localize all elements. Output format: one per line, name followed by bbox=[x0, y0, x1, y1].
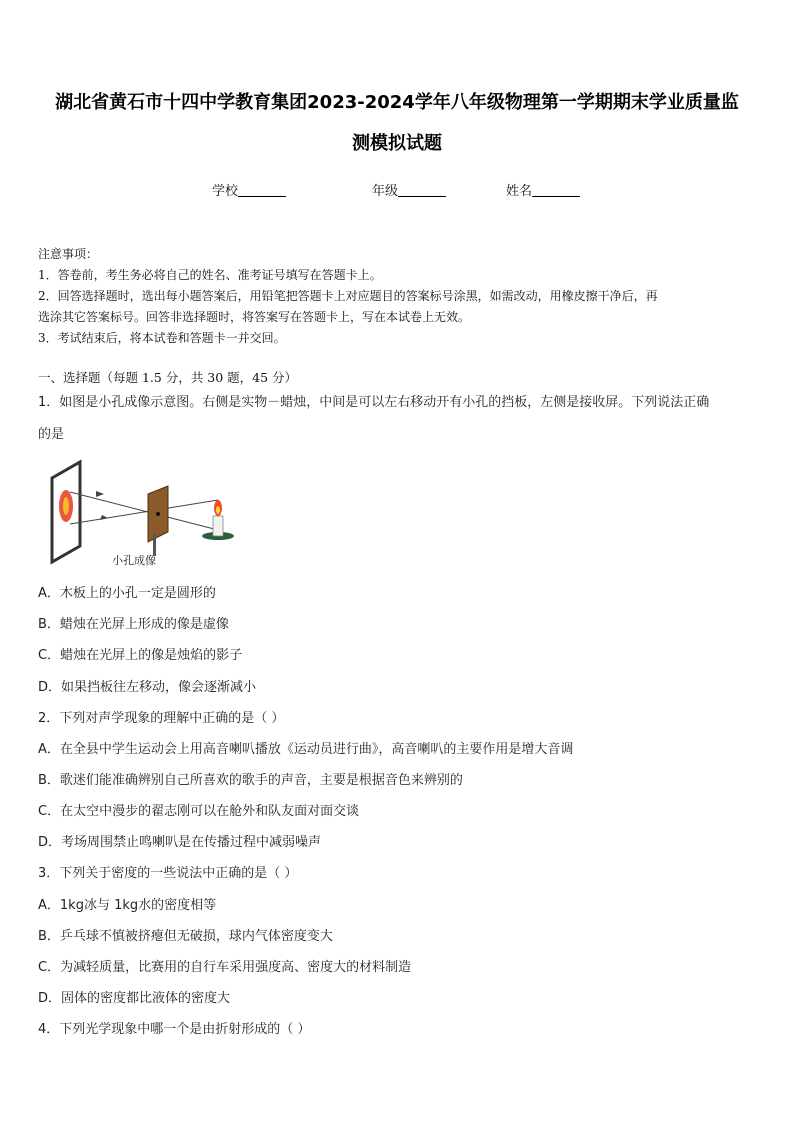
school-label: 学校 bbox=[212, 184, 239, 199]
question-1-option-a[interactable]: A．木板上的小孔一定是圆形的 bbox=[38, 586, 216, 601]
question-1-option-b[interactable]: B．蜡烛在光屏上形成的像是虚像 bbox=[38, 617, 229, 632]
ray-arrow-icon bbox=[100, 515, 108, 520]
question-1-option-c[interactable]: C．蜡烛在光屏上的像是烛焰的影子 bbox=[38, 648, 243, 663]
school-blank[interactable] bbox=[238, 183, 286, 197]
question-1-option-d[interactable]: D．如果挡板往左移动，像会逐渐减小 bbox=[38, 680, 257, 695]
question-3-option-b[interactable]: B．乒乓球不慎被挤瘪但无破损，球内气体密度变大 bbox=[38, 929, 333, 944]
grade-blank[interactable] bbox=[398, 183, 446, 197]
figure-caption: 小孔成像 bbox=[112, 554, 156, 567]
question-1-stem-line2: 的是 bbox=[38, 427, 65, 442]
question-3-option-c[interactable]: C．为减轻质量，比赛用的自行车采用强度高、密度大的材料制造 bbox=[38, 960, 412, 975]
question-3-stem: 3．下列关于密度的一些说法中正确的是（ ） bbox=[38, 866, 298, 881]
section-title: 一、选择题（每题 1.5 分，共 30 题，45 分） bbox=[38, 370, 298, 385]
name-blank[interactable] bbox=[532, 183, 580, 197]
candle-flame-core bbox=[216, 506, 220, 514]
name-label: 姓名 bbox=[506, 184, 533, 199]
inverted-flame-core bbox=[63, 497, 69, 515]
candle-body bbox=[213, 516, 223, 536]
school-field[interactable] bbox=[212, 180, 286, 199]
notes-heading: 注意事项： bbox=[38, 247, 99, 261]
question-1-stem bbox=[38, 387, 760, 451]
student-info-row bbox=[0, 180, 794, 200]
notes-item: 2．回答选择题时，选出每小题答案后，用铅笔把答题卡上对应题目的答案标号涂黑，如需改动，用橡皮擦干净后，再 bbox=[38, 289, 658, 303]
question-2-option-c[interactable]: C．在太空中漫步的翟志刚可以在舱外和队友面对面交谈 bbox=[38, 804, 360, 819]
question-2-option-b[interactable]: B．歌迷们能准确辨别自己所喜欢的歌手的声音，主要是根据音色来辨别的 bbox=[38, 773, 463, 788]
question-2-option-a[interactable]: A．在全县中学生运动会上用高音喇叭播放《运动员进行曲》，高音喇叭的主要作用是增大音调 bbox=[38, 742, 574, 757]
light-ray-lower bbox=[70, 500, 218, 524]
name-field[interactable] bbox=[506, 180, 580, 199]
notes-item: 1．答卷前，考生务必将自己的姓名、准考证号填写在答题卡上。 bbox=[38, 268, 382, 282]
grade-label: 年级 bbox=[372, 184, 399, 199]
question-3-option-d[interactable]: D．固体的密度都比液体的密度大 bbox=[38, 991, 231, 1006]
ray-arrow-icon bbox=[96, 491, 104, 497]
pinhole bbox=[156, 512, 160, 516]
notes-block bbox=[38, 244, 760, 349]
question-1-stem-line1: 1．如图是小孔成像示意图。右侧是实物－蜡烛，中间是可以左右移动开有小孔的挡板，左侧是接收屏。下列说法正确 bbox=[38, 395, 710, 410]
notes-item: 选涂其它答案标号。回答非选择题时，将答案写在答题卡上，写在本试卷上无效。 bbox=[38, 310, 471, 324]
question-3-option-a[interactable]: A．1kg冰与 1kg水的密度相等 bbox=[38, 898, 217, 913]
question-2-stem: 2．下列对声学现象的理解中正确的是（ ） bbox=[38, 711, 285, 726]
exam-title-line1: 湖北省黄石市十四中学教育集团2023-2024学年八年级物理第一学期期末学业质量监 bbox=[55, 92, 739, 113]
grade-field[interactable] bbox=[372, 180, 446, 199]
question-4-stem: 4．下列光学现象中哪一个是由折射形成的（ ） bbox=[38, 1022, 311, 1037]
light-ray-upper bbox=[70, 492, 218, 530]
notes-item: 3．考试结束后，将本试卷和答题卡一并交回。 bbox=[38, 331, 286, 345]
question-2-option-d[interactable]: D．考场周围禁止鸣喇叭是在传播过程中减弱噪声 bbox=[38, 835, 322, 850]
exam-title-line2: 测模拟试题 bbox=[352, 133, 442, 154]
